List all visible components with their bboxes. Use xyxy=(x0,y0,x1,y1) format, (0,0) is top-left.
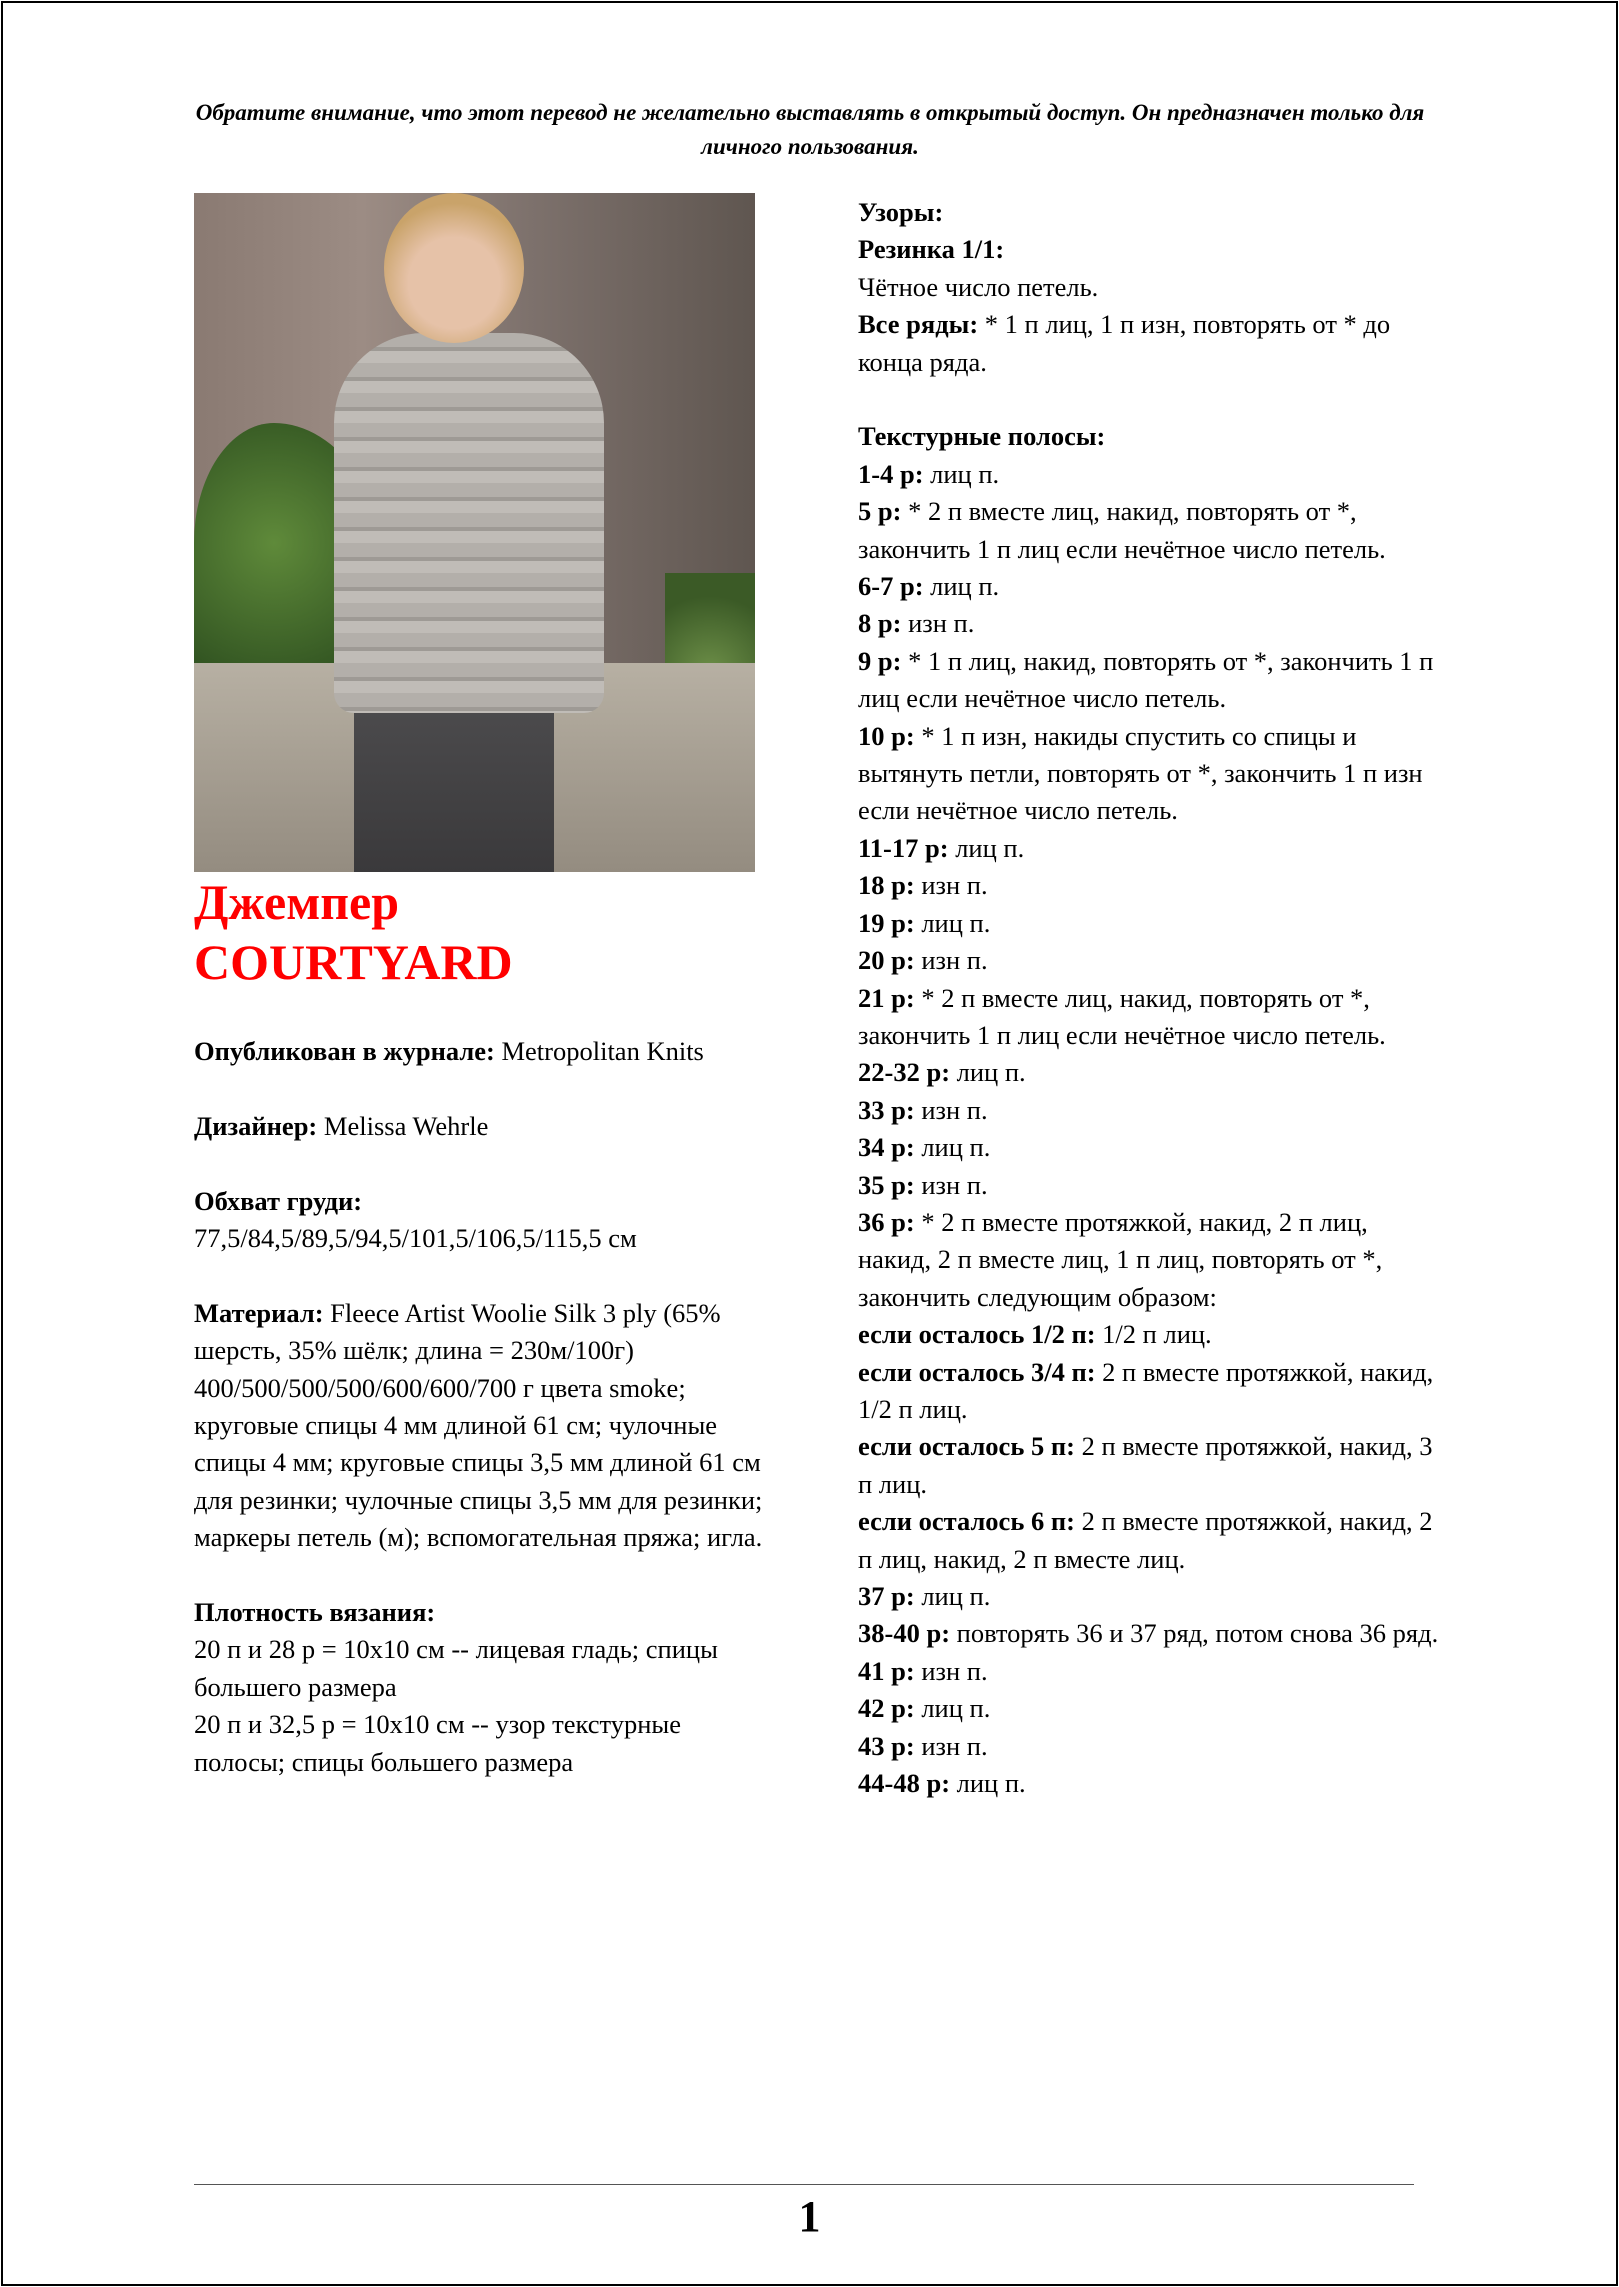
row-label: 1-4 р: xyxy=(858,458,924,489)
row-label: 41 р: xyxy=(858,1655,915,1686)
pattern-title xyxy=(194,872,513,992)
privacy-notice: Обратите внимание, что этот перевод не желательно выставлять в открытый доступ. Он предназначен только для личного пользования. xyxy=(195,100,1425,159)
row-label: 21 р: xyxy=(858,982,915,1013)
row-text: изн п. xyxy=(914,1730,988,1761)
row-label: 42 р: xyxy=(858,1693,915,1724)
pattern-row xyxy=(858,1316,1443,1353)
title-line-2: COURTYARD xyxy=(194,934,513,990)
row-text: изн п. xyxy=(914,1169,988,1200)
row-text: лиц п. xyxy=(914,1581,991,1612)
pattern-row xyxy=(858,1167,1443,1204)
row-text: лиц п. xyxy=(950,1768,1026,1799)
pattern-row xyxy=(858,867,1443,904)
pattern-row xyxy=(858,605,1443,642)
row-label: 8 р: xyxy=(858,608,902,639)
pattern-row xyxy=(858,493,1443,568)
pattern-row xyxy=(858,830,1443,867)
row-label: 5 р: xyxy=(858,496,902,527)
row-label: 18 р: xyxy=(858,870,915,901)
row-label: 19 р: xyxy=(858,907,915,938)
row-label: 9 р: xyxy=(858,645,902,676)
row-text: лиц п. xyxy=(914,1132,991,1163)
pattern-row xyxy=(858,1615,1443,1652)
sweater-photo xyxy=(194,193,755,872)
row-label: если осталось 6 п: xyxy=(858,1506,1075,1537)
row-text: 2 п вместе протяжкой, накид, 3 п лиц. xyxy=(858,1431,1433,1499)
title-line-1: Джемпер xyxy=(194,874,400,930)
row-text: изн п. xyxy=(901,608,975,639)
pattern-row xyxy=(858,942,1443,979)
pattern-row xyxy=(858,1054,1443,1091)
pattern-row xyxy=(858,1765,1443,1802)
rib-heading: Резинка 1/1: xyxy=(858,234,1005,265)
row-label: 20 р: xyxy=(858,945,915,976)
pattern-row xyxy=(858,1578,1443,1615)
pattern-row xyxy=(858,1428,1443,1503)
row-text: лиц п. xyxy=(914,907,991,938)
row-text: 1/2 п лиц. xyxy=(1095,1319,1212,1350)
row-text: лиц п. xyxy=(914,1693,991,1724)
pattern-row xyxy=(858,1728,1443,1765)
row-text: повторять 36 и 37 ряд, потом снова 36 ряд. xyxy=(950,1618,1439,1649)
stitch-patterns xyxy=(858,194,1443,1802)
pattern-row xyxy=(858,1690,1443,1727)
pattern-row xyxy=(858,1204,1443,1316)
pattern-row xyxy=(858,1129,1443,1166)
row-text: * 2 п вместе лиц, накид, повторять от *, закончить 1 п лиц если нечётное число петель. xyxy=(858,982,1386,1050)
row-label: 22-32 р: xyxy=(858,1057,951,1088)
row-label: 34 р: xyxy=(858,1132,915,1163)
pattern-row xyxy=(858,1354,1443,1429)
pattern-row xyxy=(858,980,1443,1055)
stripes-heading: Текстурные полосы: xyxy=(858,421,1106,452)
published-info: Опубликован в журнале: Metropolitan Knits xyxy=(194,1036,704,1066)
pattern-row xyxy=(858,718,1443,830)
row-text: изн п. xyxy=(914,1094,988,1125)
row-text: 2 п вместе протяжкой, накид, 2 п лиц, накид, 2 п вместе лиц. xyxy=(858,1506,1433,1574)
pattern-row xyxy=(858,643,1443,718)
row-text: лиц п. xyxy=(948,832,1025,863)
page-number: 1 xyxy=(798,2192,821,2241)
patterns-heading: Узоры: xyxy=(858,197,944,227)
pattern-row xyxy=(858,1092,1443,1129)
row-text: * 2 п вместе лиц, накид, повторять от *, закончить 1 п лиц если нечётное число петель. xyxy=(858,496,1386,564)
pattern-row xyxy=(858,1653,1443,1690)
row-text: изн п. xyxy=(914,870,988,901)
row-label: 36 р: xyxy=(858,1206,915,1237)
pattern-info xyxy=(194,1033,764,1781)
footer-divider xyxy=(194,2184,1414,2185)
pattern-row xyxy=(858,905,1443,942)
row-text: изн п. xyxy=(914,945,988,976)
row-text: * 1 п лиц, 1 п изн, повторять от * до конца ряда. xyxy=(858,309,1391,377)
row-label: 44-48 р: xyxy=(858,1768,951,1799)
row-text: * 2 п вместе протяжкой, накид, 2 п лиц, накид, 2 п вместе лиц, 1 п лиц, повторять от *, закончить следующим образом: xyxy=(858,1206,1383,1312)
pattern-row xyxy=(858,1503,1443,1578)
row-label: 43 р: xyxy=(858,1730,915,1761)
pattern-row xyxy=(858,568,1443,605)
row-label: 11-17 р: xyxy=(858,832,949,863)
rib-note: Чётное число петель. xyxy=(858,271,1099,302)
row-label: 33 р: xyxy=(858,1094,915,1125)
row-label: 6-7 р: xyxy=(858,571,924,602)
chest-info: Обхват груди: 77,5/84,5/89,5/94,5/101,5/106,5/115,5 см xyxy=(194,1185,637,1253)
row-text: изн п. xyxy=(914,1655,988,1686)
row-label: если осталось 5 п: xyxy=(858,1431,1075,1462)
pattern-row xyxy=(858,306,1443,381)
row-text: лиц п. xyxy=(923,571,1000,602)
gauge-line: 20 п и 32,5 р = 10х10 см -- узор текстурные полосы; спицы большего размера xyxy=(194,1709,681,1777)
designer-info: Дизайнер: Melissa Wehrle xyxy=(194,1110,489,1141)
row-label: 35 р: xyxy=(858,1169,915,1200)
row-text: лиц п. xyxy=(923,458,1000,489)
material-info: Материал: Fleece Artist Woolie Silk 3 ply (65% шерсть, 35% шёлк; длина = 230м/100г) 400/500/500/500/600/600/700 г цвета smoke; круговые спицы 4 мм длиной 61 см; чулочные спицы 4 мм; круговые спицы 3,5 мм длиной 61 см для резинки; чулочные спицы 3,5 мм для резинки; маркеры петель (м); вспомогательная пряжа; игла. xyxy=(194,1297,763,1553)
row-label: 10 р: xyxy=(858,720,915,751)
row-label: 38-40 р: xyxy=(858,1618,951,1649)
row-label: если осталось 3/4 п: xyxy=(858,1356,1096,1387)
row-text: * 1 п лиц, накид, повторять от *, закончить 1 п лиц если нечётное число петель. xyxy=(858,645,1434,714)
gauge-line: 20 п и 28 р = 10х10 см -- лицевая гладь; спицы большего размера xyxy=(194,1634,718,1702)
row-label: если осталось 1/2 п: xyxy=(858,1319,1096,1350)
row-text: * 1 п изн, накиды спустить со спицы и вытянуть петли, повторять от *, закончить 1 п изн если нечётное число петель. xyxy=(858,720,1423,826)
row-label: 37 р: xyxy=(858,1581,915,1612)
pattern-row xyxy=(858,456,1443,493)
row-label: Все ряды: xyxy=(858,309,979,340)
row-text: 2 п вместе протяжкой, накид, 1/2 п лиц. xyxy=(858,1356,1434,1424)
gauge-heading: Плотность вязания: xyxy=(194,1597,436,1628)
row-text: лиц п. xyxy=(950,1057,1026,1088)
